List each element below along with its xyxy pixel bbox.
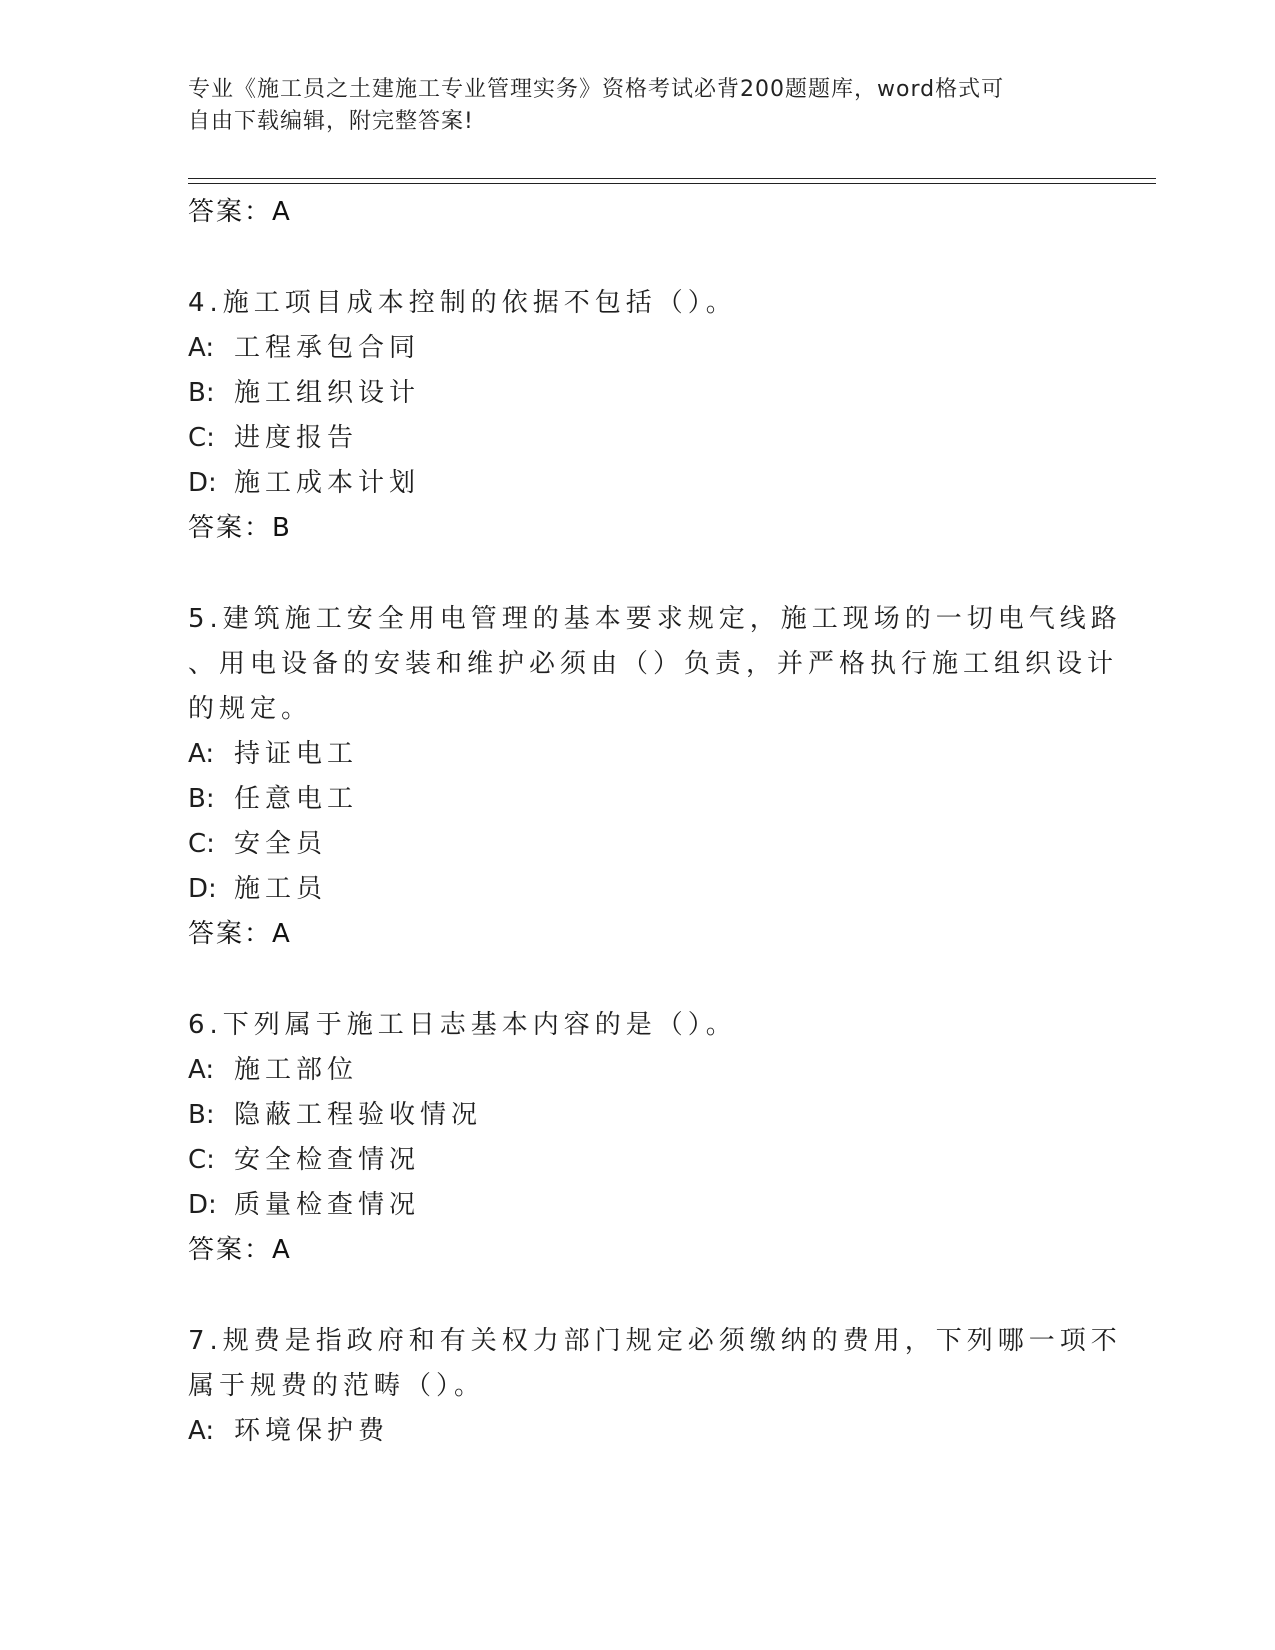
- option-text: 持证电工: [234, 739, 359, 769]
- option-c: [188, 822, 1088, 867]
- question-stem: [188, 1319, 1122, 1409]
- spacer: [188, 235, 1088, 281]
- option-text: 安全检查情况: [234, 1145, 421, 1175]
- question-6: [188, 1003, 1088, 1273]
- option-d: [188, 461, 1088, 506]
- option-c: [188, 1138, 1088, 1183]
- option-letter: C:: [188, 1145, 215, 1175]
- option-text: 隐蔽工程验收情况: [234, 1100, 483, 1130]
- option-d: [188, 1183, 1088, 1228]
- question-4: [188, 281, 1088, 551]
- question-7: [188, 1319, 1122, 1454]
- option-d: [188, 867, 1088, 912]
- question-text-line: 6.下列属于施工日志基本内容的是（）。: [188, 1010, 737, 1040]
- question-list: [188, 190, 1122, 1454]
- question-text-line: 、用电设备的安装和维护必须由（）负责，并严格执行施工组织设计: [188, 649, 1119, 679]
- option-a: [188, 732, 1088, 777]
- option-text: 施工成本计划: [234, 468, 421, 498]
- spacer: [188, 1273, 1088, 1319]
- option-a: [188, 326, 1088, 371]
- option-text: 进度报告: [234, 423, 359, 453]
- header-rule-top: [188, 178, 1156, 179]
- option-letter: A:: [188, 1055, 215, 1085]
- question-5: [188, 597, 1122, 957]
- option-letter: A:: [188, 1416, 215, 1446]
- option-letter: A:: [188, 333, 215, 363]
- option-letter: A:: [188, 739, 215, 769]
- option-text: 质量检查情况: [234, 1190, 421, 1220]
- question-text-line: 7.规费是指政府和有关权力部门规定必须缴纳的费用，下列哪一项不: [188, 1326, 1122, 1356]
- question-text-line: 5.建筑施工安全用电管理的基本要求规定，施工现场的一切电气线路: [188, 604, 1122, 634]
- question-text-line: 的规定。: [188, 694, 313, 724]
- question-stem: [188, 281, 1088, 326]
- option-text: 施工部位: [234, 1055, 359, 1085]
- option-text: 安全员: [234, 829, 328, 859]
- option-letter: B:: [188, 1100, 215, 1130]
- option-letter: C:: [188, 423, 215, 453]
- option-b: [188, 1093, 1088, 1138]
- option-a: [188, 1048, 1088, 1093]
- option-text: 工程承包合同: [234, 333, 421, 363]
- option-letter: C:: [188, 829, 215, 859]
- answer-line: 答案：A: [188, 197, 292, 227]
- question-text-line: 属于规费的范畴（）。: [188, 1371, 486, 1401]
- option-text: 施工员: [234, 874, 328, 904]
- option-b: [188, 777, 1088, 822]
- option-b: [188, 371, 1088, 416]
- header-line-2: 自由下载编辑，附完整答案!: [188, 109, 474, 134]
- option-a: [188, 1409, 1088, 1454]
- question-stem: [188, 597, 1122, 732]
- spacer: [188, 957, 1088, 1003]
- option-letter: D:: [188, 468, 217, 498]
- option-text: 任意电工: [234, 784, 359, 814]
- header-rule-bottom: [188, 183, 1156, 184]
- question-text-line: 4.施工项目成本控制的依据不包括（）。: [188, 288, 737, 318]
- header-line-1: 专业《施工员之土建施工专业管理实务》资格考试必背200题题库，word格式可: [188, 77, 1005, 102]
- page-header: [188, 74, 1088, 138]
- spacer: [188, 551, 1088, 597]
- option-letter: D:: [188, 1190, 217, 1220]
- option-c: [188, 416, 1088, 461]
- option-letter: D:: [188, 874, 217, 904]
- option-letter: B:: [188, 378, 215, 408]
- option-text: 环境保护费: [234, 1416, 390, 1446]
- option-text: 施工组织设计: [234, 378, 421, 408]
- answer-line: 答案：A: [188, 1235, 292, 1265]
- answer-line: 答案：A: [188, 919, 292, 949]
- option-letter: B:: [188, 784, 215, 814]
- answer-line: 答案：B: [188, 513, 292, 543]
- question-stem: [188, 1003, 1088, 1048]
